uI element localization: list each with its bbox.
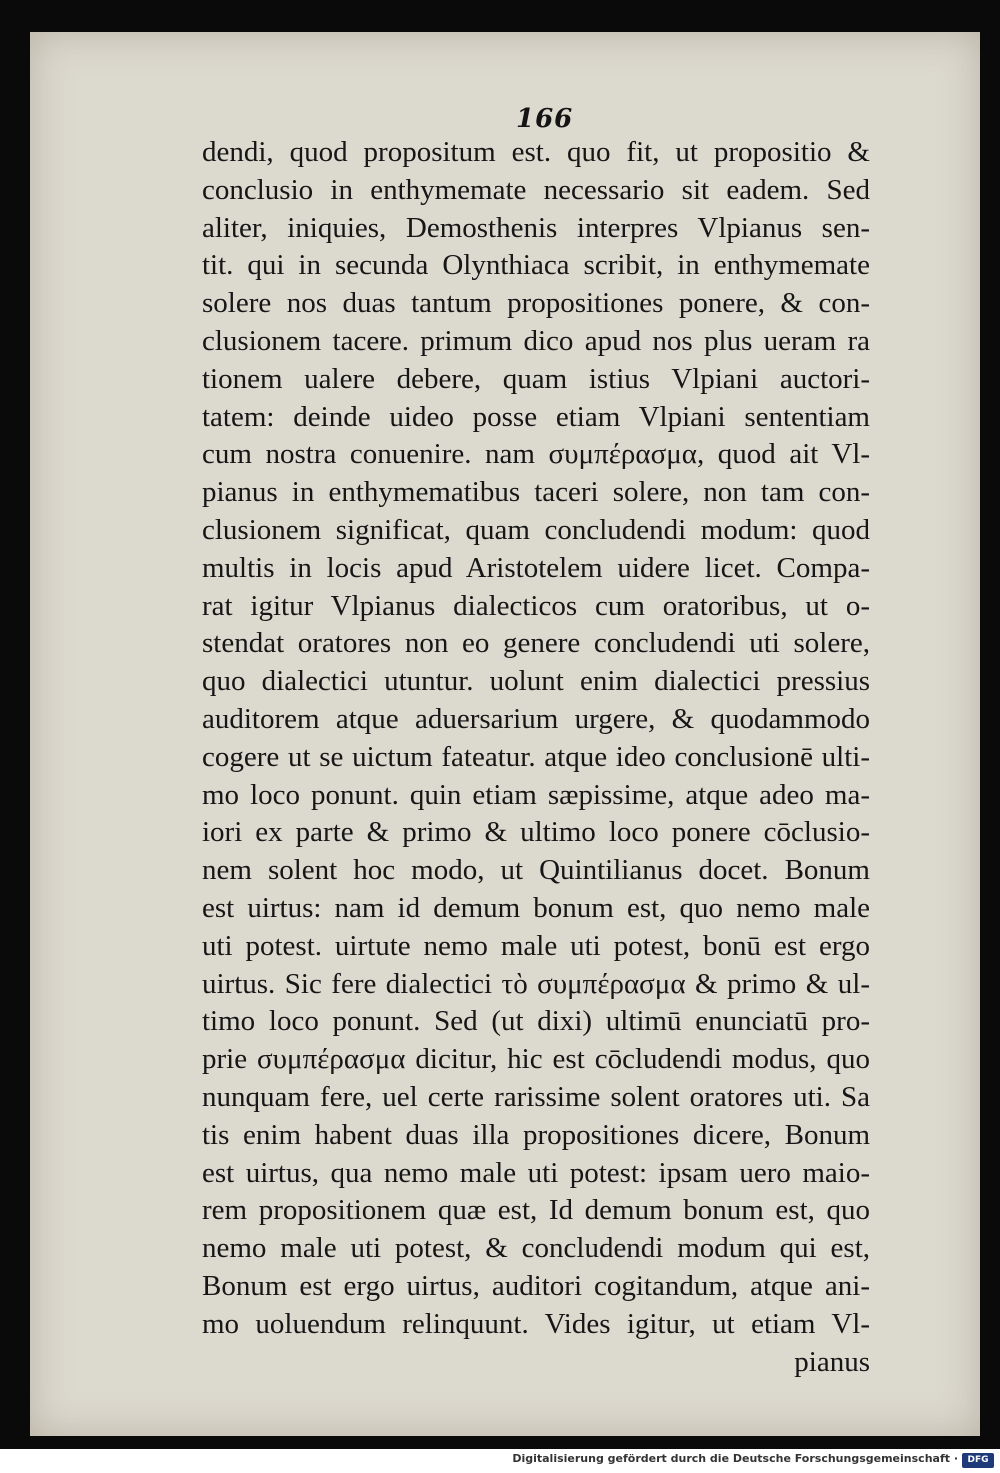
text-line: rem propositionem quæ est, Id demum bonum est, quo <box>202 1194 870 1227</box>
text-line: tatem: deinde uideo posse etiam Vlpiani sententiam <box>202 400 870 433</box>
text-line: est uirtus, qua nemo male uti potest: ipsam uero maio- <box>202 1156 870 1189</box>
text-line: uti potest. uirtute nemo male uti potest, bonū est ergo <box>202 929 870 962</box>
text-line: clusionem significat, quam concludendi modum: quod <box>202 513 870 546</box>
text-line: rat igitur Vlpianus dialecticos cum oratoribus, ut o- <box>202 589 870 622</box>
text-line: timo loco ponunt. Sed (ut dixi) ultimū enunciatū pro- <box>202 1005 870 1038</box>
text-line: clusionem tacere. primum dico apud nos plus ueram ra <box>202 324 870 357</box>
text-line: nunquam fere, uel certe rarissime solent oratores uti. Sa <box>202 1080 870 1113</box>
text-line: quo dialectici utuntur. uolunt enim dialectici pressius <box>202 665 870 698</box>
text-line: est uirtus: nam id demum bonum est, quo nemo male <box>202 891 870 924</box>
text-line: nemo male uti potest, & concludendi modum qui est, <box>202 1232 870 1265</box>
text-line: cum nostra conuenire. nam συμπέρασμα, quod ait Vl- <box>202 438 870 471</box>
catchword: pianus <box>794 1345 870 1378</box>
text-line: pianus in enthymematibus taceri solere, non tam con- <box>202 476 870 509</box>
body-text <box>202 134 870 1381</box>
text-line: auditorem atque aduersarium urgere, & quodammodo <box>202 702 870 735</box>
text-line: iori ex parte & primo & ultimo loco ponere cōclusio- <box>202 816 870 849</box>
text-line: solere nos duas tantum propositiones ponere, & con- <box>202 287 870 320</box>
funding-credit: Digitalisierung gefördert durch die Deutsche Forschungsgemeinschaft · <box>512 1452 958 1465</box>
footer-bar <box>0 1449 1000 1473</box>
text-line: prie συμπέρασμα dicitur, hic est cōcludendi modus, quo <box>202 1043 870 1076</box>
text-line: conclusio in enthymemate necessario sit eadem. Sed <box>202 173 870 206</box>
text-line: dendi, quod propositum est. quo fit, ut propositio & <box>202 136 870 168</box>
text-line: tis enim habent duas illa propositiones dicere, Bonum <box>202 1118 870 1151</box>
text-line: stendat oratores non eo genere concludendi uti solere, <box>202 627 870 660</box>
text-line: cogere ut se uictum fateatur. atque ideo conclusionē ulti- <box>202 740 870 773</box>
text-line: mo uoluendum relinquunt. Vides igitur, ut etiam Vl- <box>202 1307 870 1340</box>
page-number: 166 <box>516 104 574 134</box>
text-line: Bonum est ergo uirtus, auditori cogitandum, atque ani- <box>202 1269 870 1302</box>
dfg-logo-icon: DFG <box>962 1453 994 1468</box>
text-line: multis in locis apud Aristotelem uidere licet. Compa- <box>202 551 870 584</box>
text-line: mo loco ponunt. quin etiam sæpissime, atque adeo ma- <box>202 778 870 811</box>
text-line: nem solent hoc modo, ut Quintilianus docet. Bonum <box>202 854 870 887</box>
text-line: tit. qui in secunda Olynthiaca scribit, in enthymemate <box>202 249 870 282</box>
text-line: aliter, iniquies, Demosthenis interpres Vlpianus sen- <box>202 211 870 244</box>
text-line: tionem ualere debere, quam istius Vlpiani auctori- <box>202 362 870 395</box>
text-line: uirtus. Sic fere dialectici τὸ συμπέρασμα & primo & ul- <box>202 967 870 1000</box>
